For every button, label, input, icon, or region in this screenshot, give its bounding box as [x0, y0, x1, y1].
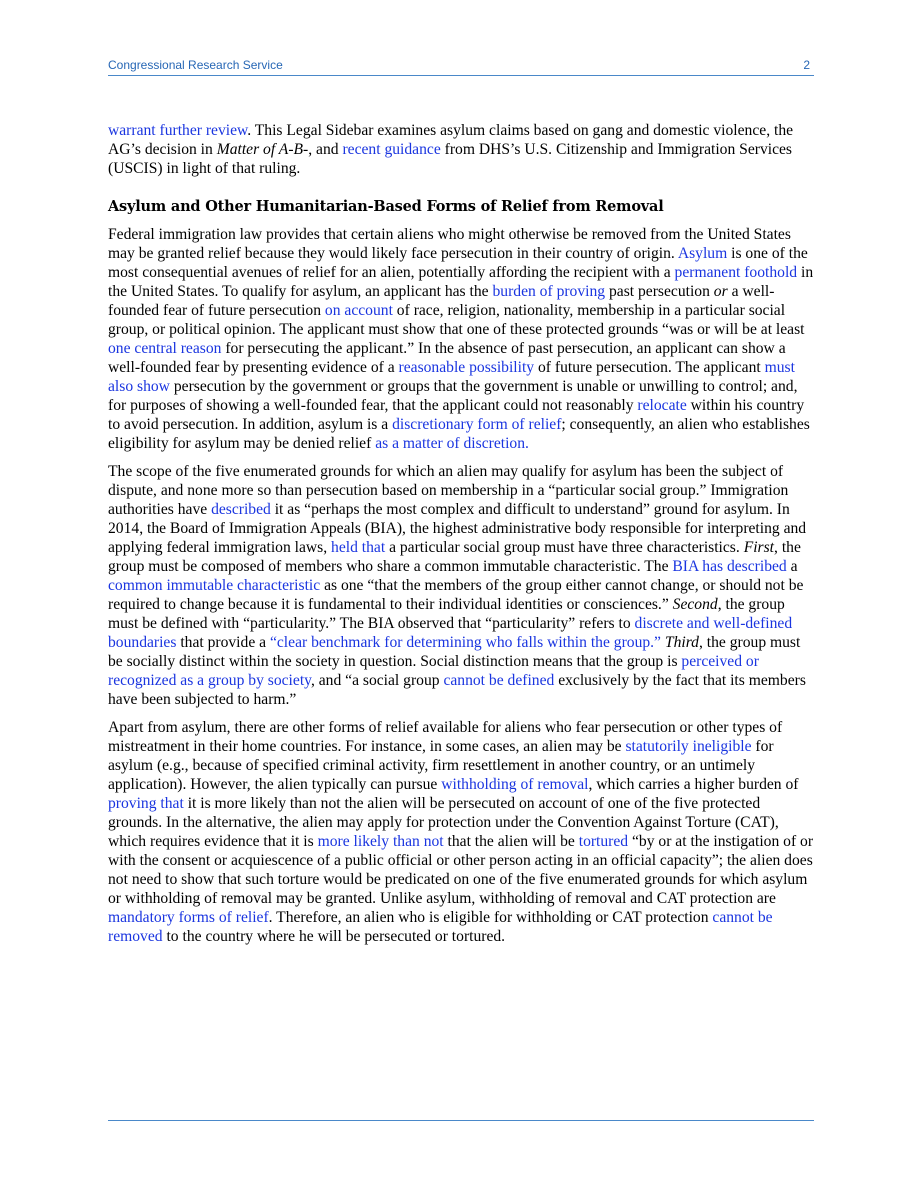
text: that the alien will be — [443, 833, 579, 850]
text: ; consequently, an alien who establishes eligibility for asylum may be denied relief — [108, 416, 810, 452]
link-held-that[interactable]: held that — [331, 539, 386, 556]
link-clear-benchmark[interactable]: “clear benchmark for determining who falls within the group.” — [269, 634, 661, 651]
page-number: 2 — [803, 58, 810, 72]
link-period[interactable]: . — [525, 435, 529, 452]
emphasis: Second — [672, 596, 718, 613]
link-on-account[interactable]: on account — [324, 302, 393, 319]
link-matter-of-discretion[interactable]: as a matter of discretion — [375, 435, 526, 452]
link-mandatory-forms-of-relief[interactable]: mandatory forms of relief — [108, 909, 269, 926]
page-header — [108, 58, 814, 76]
text: from DHS’s U.S. Citizenship and Immigration Services (USCIS) in light of that ruling. — [108, 141, 793, 177]
text: it as “perhaps the most complex and difficult to understand” ground for asylum. In 2014, the Board of Immigration Appeals (BIA), the highest administrative body responsible for interpreting and applying federal immigration laws, — [108, 501, 807, 556]
text: a particular social group must have three characteristics. — [385, 539, 744, 556]
text: of race, religion, nationality, membership in a particular social group, or political opinion. The applicant must show that one of these protected grounds “was or will be at least — [108, 302, 805, 338]
paragraph-other-relief — [108, 718, 814, 946]
link-tortured[interactable]: tortured — [578, 833, 629, 850]
text: that provide a — [176, 634, 270, 651]
link-statutorily-ineligible[interactable]: statutorily ineligible — [625, 738, 752, 755]
link-cannot-be-removed[interactable]: cannot be removed — [108, 909, 773, 945]
link-recent-guidance[interactable]: recent guidance — [342, 141, 441, 158]
text: The scope of the five enumerated grounds for which an alien may qualify for asylum has been the subject of dispute, and none more so than persecution based on membership in a “particular social group.” Immigration authorities have — [108, 463, 789, 518]
text: , the group must be defined with “particularity.” The BIA observed that “particularity” refers to — [108, 596, 785, 632]
link-described[interactable]: described — [211, 501, 271, 518]
link-bia-has-described[interactable]: BIA has described — [672, 558, 787, 575]
text: persecution by the government or groups that the government is unable or unwilling to control; and, for purposes of showing a well-founded fear, that the applicant could not reasonably — [108, 378, 798, 414]
text: a — [786, 558, 798, 575]
text: , and “a social group — [310, 672, 444, 689]
text: in the United States. To qualify for asylum, an applicant has the — [108, 264, 814, 300]
paragraph-intro-continued — [108, 121, 814, 178]
section-heading: Asylum and Other Humanitarian-Based Forms of Relief from Removal — [108, 198, 664, 215]
text: , the group must be composed of members who share a common immutable characteristic. The — [108, 539, 801, 575]
emphasis: First — [743, 539, 775, 556]
text: Federal immigration law provides that certain aliens who might otherwise be removed from the United States may be granted relief because they would likely face persecution in their country of origin. — [108, 226, 791, 262]
link-discretionary-form-of-relief[interactable]: discretionary form of relief — [392, 416, 562, 433]
link-more-likely-than-not[interactable]: more likely than not — [317, 833, 444, 850]
text: for persecuting the applicant.” In the absence of past persecution, an applicant can show a well-founded fear by presenting evidence of a — [108, 340, 786, 376]
link-discrete-boundaries[interactable]: discrete and well-defined boundaries — [108, 615, 793, 651]
text: exclusively by the fact that its members have been subjected to harm.” — [108, 672, 806, 708]
footer-rule — [108, 1120, 814, 1121]
text: as one “that the members of the group either cannot change, or should not be required to change because it is fundamental to their individual identities or consciences.” — [108, 577, 804, 613]
text: of future persecution. The applicant — [534, 359, 765, 376]
text: , which carries a higher burden of — [588, 776, 799, 793]
emphasis: or — [713, 283, 728, 300]
case-name: Matter of A-B- — [216, 141, 309, 158]
text: is one of the most consequential avenues of relief for an alien, potentially affording the recipient with a — [108, 245, 808, 281]
link-must-also-show[interactable]: must also show — [108, 359, 795, 395]
text: past persecution — [605, 283, 714, 300]
link-warrant-further-review[interactable]: warrant further review — [108, 122, 248, 139]
link-burden-of-proving[interactable]: burden of proving — [492, 283, 606, 300]
text: for asylum (e.g., because of specified criminal activity, firm resettlement in another country, or an untimely application). However, the alien typically can pursue — [108, 738, 774, 793]
text: “by or at the instigation of or with the consent or acquiescence of a public official or other person acting in an official capacity”; the alien does not need to show that such torture would be predicated on one of the five enumerated grounds for which asylum or withholding of removal may be granted. Unlike asylum, withholding of removal and CAT protection are — [108, 833, 814, 907]
text: . This Legal Sidebar examines asylum claims based on gang and domestic violence, the AG’s decision in — [108, 122, 794, 158]
link-proving-that[interactable]: proving that — [108, 795, 184, 812]
text: it is more likely than not the alien will be persecuted on account of one of the five protected grounds. In the alternative, the alien may apply for protection under the Convention Against Torture (CAT), which requires evidence that it is — [108, 795, 779, 850]
text: Apart from asylum, there are other forms of relief available for aliens who fear persecution or other types of mistreatment in their home countries. For instance, in some cases, an alien may be — [108, 719, 783, 755]
text: , and — [308, 141, 343, 158]
link-one-central-reason[interactable]: one central reason — [108, 340, 222, 357]
text: . Therefore, an alien who is eligible for withholding or CAT protection — [268, 909, 713, 926]
text: a well-founded fear of future persecution — [108, 283, 775, 319]
link-asylum[interactable]: Asylum — [677, 245, 728, 262]
document-body — [108, 121, 814, 955]
link-cannot-be-defined[interactable]: cannot be defined — [443, 672, 555, 689]
text: within his country to avoid persecution. In addition, asylum is a — [108, 397, 805, 433]
paragraph-social-group — [108, 462, 814, 709]
link-withholding-of-removal[interactable]: withholding of removal — [441, 776, 589, 793]
link-relocate[interactable]: relocate — [637, 397, 687, 414]
text: , the group must be socially distinct within the society in question. Social distinction means that the group is — [108, 634, 801, 670]
link-perceived-by-society[interactable]: perceived or recognized as a group by society — [108, 653, 759, 689]
link-permanent-foothold[interactable]: permanent foothold — [674, 264, 798, 281]
text: to the country where he will be persecuted or tortured. — [162, 928, 506, 945]
paragraph-asylum-overview — [108, 225, 814, 453]
link-common-immutable-characteristic[interactable]: common immutable characteristic — [108, 577, 321, 594]
emphasis: Third — [664, 634, 699, 651]
header-source: Congressional Research Service — [108, 58, 283, 72]
link-reasonable-possibility[interactable]: reasonable possibility — [398, 359, 535, 376]
